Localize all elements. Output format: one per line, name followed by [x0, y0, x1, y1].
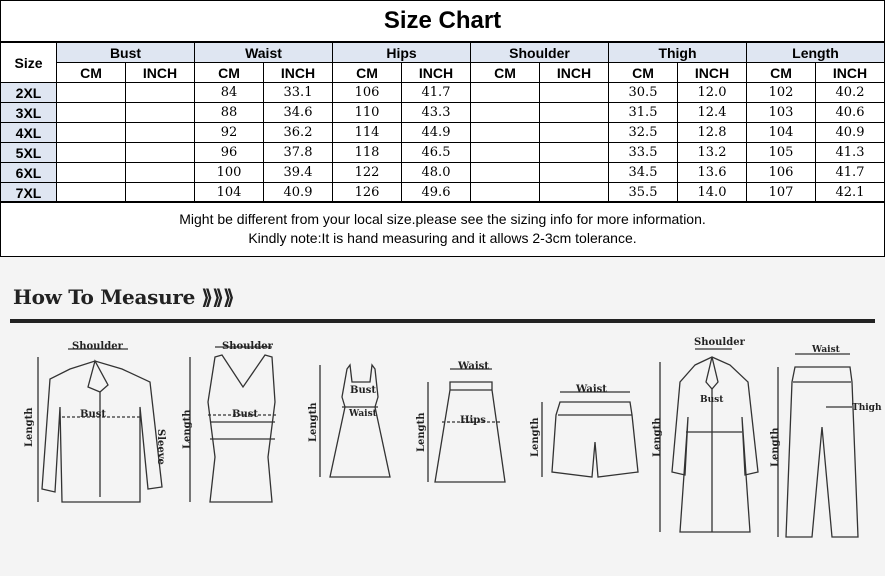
table-cell: 84 [195, 83, 264, 103]
label-length: Length [770, 427, 781, 467]
table-cell: 40.6 [816, 103, 885, 123]
table-cell [471, 163, 540, 183]
table-cell: 122 [333, 163, 402, 183]
table-cell: 110 [333, 103, 402, 123]
label-length: Length [308, 402, 319, 442]
table-cell [57, 143, 126, 163]
table-cell: 12.0 [678, 83, 747, 103]
note-line-1: Might be different from your local size.please see the sizing info for more information. [179, 211, 706, 227]
how-to-measure-heading: How To Measure ⟫⟫⟫ [13, 285, 235, 309]
label-waist: Waist [349, 409, 377, 419]
table-cell: 40.9 [816, 123, 885, 143]
table-cell [540, 103, 609, 123]
table-cell: 96 [195, 143, 264, 163]
table-cell: 33.5 [609, 143, 678, 163]
label-shoulder: Shoulder [694, 337, 745, 348]
unit-header: INCH [402, 63, 471, 83]
table-cell: 13.2 [678, 143, 747, 163]
table-cell: 12.8 [678, 123, 747, 143]
size-cell: 5XL [1, 143, 57, 163]
label-bust: Bust [700, 395, 724, 405]
group-header-bust: Bust [57, 43, 195, 63]
table-cell [126, 103, 195, 123]
label-thigh: Thigh [852, 403, 882, 413]
table-cell [471, 143, 540, 163]
label-length: Length [530, 417, 541, 457]
unit-header: CM [471, 63, 540, 83]
table-cell [471, 123, 540, 143]
size-cell: 2XL [1, 83, 57, 103]
size-column-header: Size [1, 43, 57, 83]
table-cell: 46.5 [402, 143, 471, 163]
shorts-illustration [542, 392, 638, 477]
table-cell: 44.9 [402, 123, 471, 143]
table-cell: 41.7 [402, 83, 471, 103]
table-cell: 105 [747, 143, 816, 163]
label-length: Length [24, 407, 35, 447]
how-to-measure-panel [0, 257, 885, 576]
table-cell [471, 183, 540, 203]
table-row [1, 143, 885, 163]
table-cell [126, 83, 195, 103]
table-cell [540, 83, 609, 103]
table-row [1, 103, 885, 123]
header-row-units [1, 63, 885, 83]
table-cell: 114 [333, 123, 402, 143]
unit-header: INCH [126, 63, 195, 83]
unit-header: CM [57, 63, 126, 83]
table-cell [540, 163, 609, 183]
table-cell: 33.1 [264, 83, 333, 103]
table-cell: 40.2 [816, 83, 885, 103]
table-row [1, 83, 885, 103]
table-cell: 48.0 [402, 163, 471, 183]
table-cell: 40.9 [264, 183, 333, 203]
table-cell: 41.3 [816, 143, 885, 163]
label-shoulder: Shoulder [222, 341, 273, 352]
size-cell: 4XL [1, 123, 57, 143]
table-cell: 106 [747, 163, 816, 183]
jeans-illustration [778, 354, 858, 537]
table-cell: 39.4 [264, 163, 333, 183]
group-header-waist: Waist [195, 43, 333, 63]
group-header-thigh: Thigh [609, 43, 747, 63]
table-cell [471, 83, 540, 103]
group-header-length: Length [747, 43, 885, 63]
table-cell [57, 183, 126, 203]
label-shoulder: Shoulder [72, 341, 123, 352]
label-waist: Waist [458, 361, 489, 372]
note-line-2: Kindly note:It is hand measuring and it allows 2-3cm tolerance. [248, 230, 637, 246]
table-cell [540, 183, 609, 203]
unit-header: INCH [264, 63, 333, 83]
label-length: Length [652, 417, 663, 457]
unit-header: CM [195, 63, 264, 83]
table-cell: 35.5 [609, 183, 678, 203]
label-bust: Bust [232, 409, 258, 420]
table-cell: 104 [747, 123, 816, 143]
label-length: Length [416, 412, 427, 452]
table-cell: 31.5 [609, 103, 678, 123]
label-length: Length [182, 409, 193, 449]
table-cell: 100 [195, 163, 264, 183]
size-cell: 6XL [1, 163, 57, 183]
table-cell: 42.1 [816, 183, 885, 203]
table-cell [540, 123, 609, 143]
table-cell: 37.8 [264, 143, 333, 163]
coat-illustration [660, 349, 758, 532]
table-cell: 106 [333, 83, 402, 103]
dress-illustration [320, 365, 390, 477]
table-cell: 103 [747, 103, 816, 123]
table-cell [126, 163, 195, 183]
table-row [1, 183, 885, 203]
blouse-illustration [38, 349, 162, 502]
table-cell [57, 123, 126, 143]
table-cell: 126 [333, 183, 402, 203]
table-cell: 88 [195, 103, 264, 123]
table-cell [57, 83, 126, 103]
unit-header: CM [747, 63, 816, 83]
table-cell: 34.6 [264, 103, 333, 123]
unit-header: CM [333, 63, 402, 83]
table-cell [126, 143, 195, 163]
label-bust: Bust [350, 385, 376, 396]
tank-top-illustration [190, 347, 276, 502]
unit-header: CM [609, 63, 678, 83]
size-cell: 7XL [1, 183, 57, 203]
table-cell [57, 163, 126, 183]
size-chart-body [1, 83, 885, 203]
table-cell: 49.6 [402, 183, 471, 203]
table-cell: 92 [195, 123, 264, 143]
group-header-shoulder: Shoulder [471, 43, 609, 63]
unit-header: INCH [678, 63, 747, 83]
unit-header: INCH [816, 63, 885, 83]
label-sleeve: Sleeve [155, 429, 166, 465]
table-cell [57, 103, 126, 123]
table-cell: 36.2 [264, 123, 333, 143]
unit-header: INCH [540, 63, 609, 83]
label-hips: Hips [460, 415, 486, 426]
table-cell: 13.6 [678, 163, 747, 183]
group-header-hips: Hips [333, 43, 471, 63]
header-row-groups [1, 43, 885, 63]
table-cell: 12.4 [678, 103, 747, 123]
table-cell: 14.0 [678, 183, 747, 203]
table-cell: 43.3 [402, 103, 471, 123]
table-cell [540, 143, 609, 163]
table-cell: 30.5 [609, 83, 678, 103]
table-cell [126, 123, 195, 143]
table-cell: 32.5 [609, 123, 678, 143]
sizing-note [0, 201, 885, 257]
label-waist: Waist [576, 384, 607, 395]
table-cell: 107 [747, 183, 816, 203]
table-cell: 41.7 [816, 163, 885, 183]
garment-illustrations [0, 257, 885, 576]
table-cell [126, 183, 195, 203]
table-cell [471, 103, 540, 123]
table-row [1, 163, 885, 183]
label-bust: Bust [80, 409, 106, 420]
size-chart-table [0, 42, 885, 203]
table-cell: 104 [195, 183, 264, 203]
page-title: Size Chart [0, 0, 885, 42]
table-row [1, 123, 885, 143]
table-cell: 34.5 [609, 163, 678, 183]
table-cell: 118 [333, 143, 402, 163]
table-cell: 102 [747, 83, 816, 103]
size-cell: 3XL [1, 103, 57, 123]
label-waist: Waist [812, 345, 840, 355]
